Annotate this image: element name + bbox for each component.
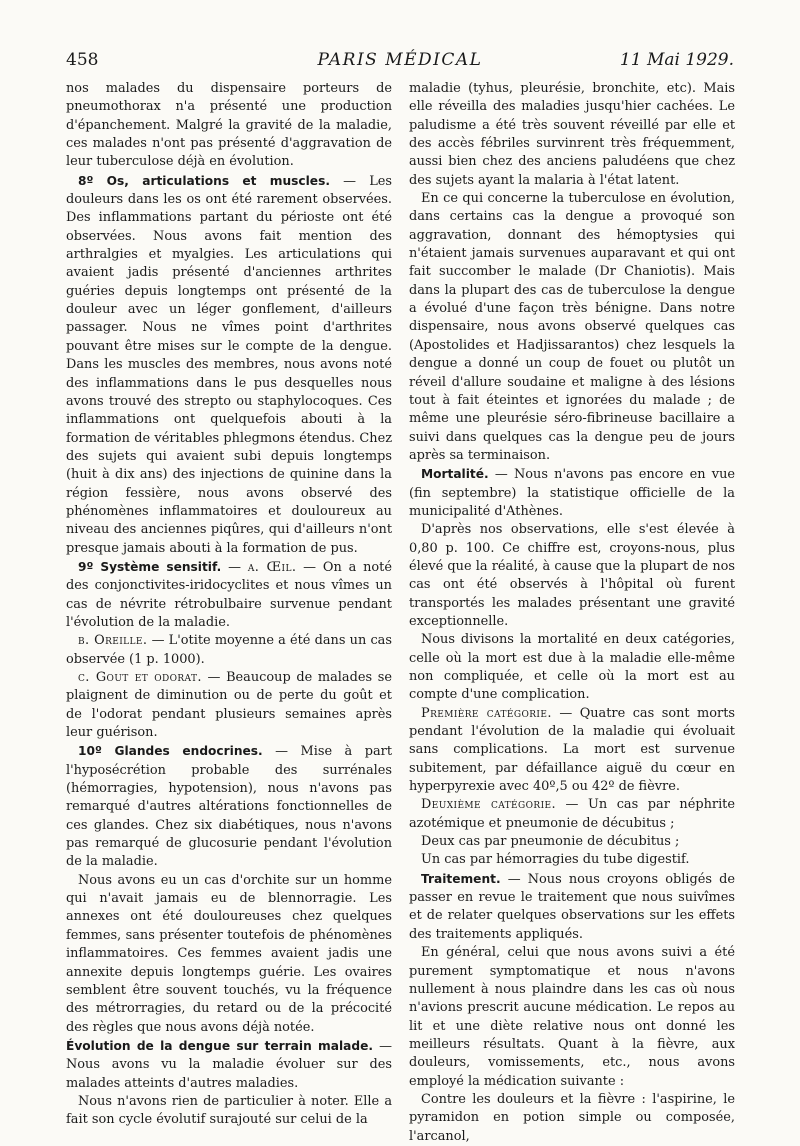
paragraph-text: — Mise à part l'hyposécrétion probable des surrénales (hémorragies, hypotension), nous n'avons pas remarqué d'autres altérations fonctionnelles de ces glandes. Chez six diabétiques, nous n'avons pas remarqué de glucosurie pendant l'évolution de la maladie.: [66, 744, 392, 870]
section-endocrine-glands: [66, 742, 392, 871]
paragraph-text: — L'otite moyenne a été dans un cas observée (1 p. 1000).: [66, 633, 392, 667]
paragraph: Nous divisons la mortalité en deux catégories, celle où la mort est due à la maladie elle-même non compliquée, et celle où la mort est au compte d'une complication.: [409, 632, 735, 703]
paragraph: Nous n'avons rien de particulier à noter. Elle a fait son cycle évolutif surajouté sur celui de la: [66, 1093, 392, 1128]
category-label: Première catégorie.: [421, 705, 552, 721]
paragraph: nos malades du dispensaire porteurs de pneumothorax n'a présenté une production d'épanchement. Malgré la gravité de la maladie, ces malades n'ont pas présenté d'aggravation de leur tuberculose déjà en évolution.: [66, 81, 392, 170]
page-number: 458: [66, 50, 99, 70]
paragraph-text: — Un cas par néphrite azotémique et pneumonie de décubitus ;: [409, 797, 735, 831]
subsection-taste-smell: [66, 669, 392, 742]
section-bones-joints-muscles: [66, 172, 392, 558]
section-heading: 8º Os, articulations et muscles.: [78, 173, 330, 188]
first-category: [409, 705, 735, 797]
paragraph: Deux cas par pneumonie de décubitus ;: [421, 834, 680, 850]
paragraph-text: — Les douleurs dans les os ont été rarement observées. Des inflammations partant du périoste ont été observées. Nous avons fait mention des arthralgies et myalgies. Les articulations qui avaient jadis présenté d'anciennes arthrites guéries depuis longtemps ont présenté de la douleur avec un léger gonflement, d'ailleurs passager. Nous ne vîmes point d'arthrites pouvant être mises sur le compte de la dengue. Dans les muscles des membres, nous avons noté des inflammations dans le pus desquelles nous avons trouvé des strepto ou staphylocoques. Ces inflammations ont quelquefois abouti à la formation de véritables phlegmons étendus. Chez des sujets qui avaient subi depuis longtemps (huit à dix ans) des injections de quinine dans la région fessière, nous avons observé des phénomènes inflammatoires et douloureux au niveau des anciennes piqûres, qui d'ailleurs n'ont presque jamais abouti à la formation de pus.: [66, 173, 392, 556]
paragraph-text: — Nous n'avons pas encore en vue (fin septembre) la statistique officielle de la municipalité d'Athènes.: [409, 467, 735, 519]
paragraph: maladie (tyhus, pleurésie, bronchite, etc). Mais elle réveilla des maladies jusqu'hier cachées. Le paludisme a été très souvent réveillé par elle et des accès fébriles survinrent très fréquemment, aussi bien chez des anciens paludéens que chez des sujets ayant la malaria à l'état latent.: [409, 81, 735, 188]
issue-date: 11 Mai 1929.: [619, 50, 734, 70]
paragraph-text: — Nous avons vu la maladie évoluer sur des malades atteints d'autres maladies.: [66, 1038, 392, 1091]
paragraph: En ce qui concerne la tuberculose en évolution, dans certains cas la dengue a provoqué son aggravation, donnant des hémoptysies qui n'étaient jamais survenues auparavant et qui ont fait succomber le malade (Dr Chaniotis). Mais dans la plupart des cas de tuberculose la dengue a évolué d'une façon très bénigne. Dans notre dispensaire, nous avons observé quelques cas (Apostolides et Hadjissarantos) chez lesquels la dengue a donné un coup de fouet ou plutôt un réveil d'allure soudaine et maligne à des lésions tout à fait éteintes et ignorées du malade ; de même une pleurésie séro-fibrineuse bacillaire a suivi dans quelques cas la dengue peu de jours après sa terminaison.: [409, 191, 735, 463]
section-treatment: [409, 870, 735, 944]
paragraph-text: — On a noté des conjonctivites-iridocyclites et nous vîmes un cas de névrite rétrobulbaire survenue pendant l'évolution de la maladie.: [66, 559, 392, 630]
section-heading: 10º Glandes endocrines.: [78, 744, 263, 759]
second-category: [409, 796, 735, 833]
subsection-label: a. Œil.: [247, 559, 297, 575]
category-label: Deuxième catégorie.: [421, 797, 556, 813]
subsection-label: c. Gout et odorat.: [78, 670, 202, 685]
section-sensory-system: 9º Système sensitif. — a. Œil. — On a noté des conjonctivites-iridocyclites et nous vîmes un cas de névrite rétrobulbaire survenue pendant l'évolution de la maladie.: [66, 559, 392, 630]
section-heading: Traitement.: [421, 871, 501, 886]
subsection-label: b. Oreille.: [78, 633, 148, 649]
section-evolution: [66, 1037, 392, 1093]
section-mortality: [409, 465, 735, 521]
left-column: [66, 80, 392, 1130]
section-heading: Évolution de la dengue sur terrain malade.: [66, 1038, 373, 1053]
page-header: [66, 48, 734, 74]
paragraph: Un cas par hémorragies du tube digestif.: [421, 852, 690, 868]
subsection-ear: [66, 632, 392, 669]
journal-title: PARIS MÉDICAL: [317, 50, 483, 70]
paragraph: Contre les douleurs et la fièvre : l'aspirine, le pyramidon en potion simple ou composée, l'arcanol,: [409, 1091, 735, 1144]
paragraph: D'après nos observations, elle s'est élevée à 0,80 p. 100. Ce chiffre est, croyons-nous, plus élevé que la réalité, à cause que la plupart de nos cas ont été observés à l'hôpital où furent transportés les malades présentant une gravité exceptionnelle.: [409, 522, 735, 629]
section-heading: 9º Système sensitif.: [78, 559, 222, 574]
right-column: [409, 80, 735, 1146]
section-heading: Mortalité.: [421, 467, 489, 482]
paragraph-text: — Nous nous croyons obligés de passer en revue le traitement que nous suivîmes et de relater quelques observations sur les effets des traitements appliqués.: [409, 871, 735, 942]
paragraph-text: — Quatre cas sont morts pendant l'évolution de la maladie qui évoluait sans complications. La mort est survenue subitement, par défaillance aiguë du cœur en hyperpyrexie avec 40º,5 ou 42º de fièvre.: [409, 705, 735, 795]
paragraph-text: — Beaucoup de malades se plaignent de diminution ou de perte du goût et de l'odorat pendant plusieurs semaines après leur guérison.: [66, 670, 393, 741]
paragraph: En général, celui que nous avons suivi a été purement symptomatique et nous n'avons nullement à nous plaindre dans les cas où nous n'avions prescrit aucune médication. Le repos au lit et une diète relative nous ont donné les meilleurs résultats. Quant à la fièvre, aux douleurs, vomissements, etc., nous avons employé la médication suivante :: [409, 945, 735, 1089]
paragraph: Nous avons eu un cas d'orchite sur un homme qui n'avait jamais eu de blennorragie. Les annexes ont été douloureuses chez quelques femmes, sans présenter toutefois de phénomènes inflammatoires. Ces femmes avaient jadis une annexite depuis longtemps guérie. Les ovaires semblent être souvent touchés, vu la fréquence des métrorragies, du retard ou de la précocité des règles que nous avons déjà notée.: [66, 872, 392, 1035]
